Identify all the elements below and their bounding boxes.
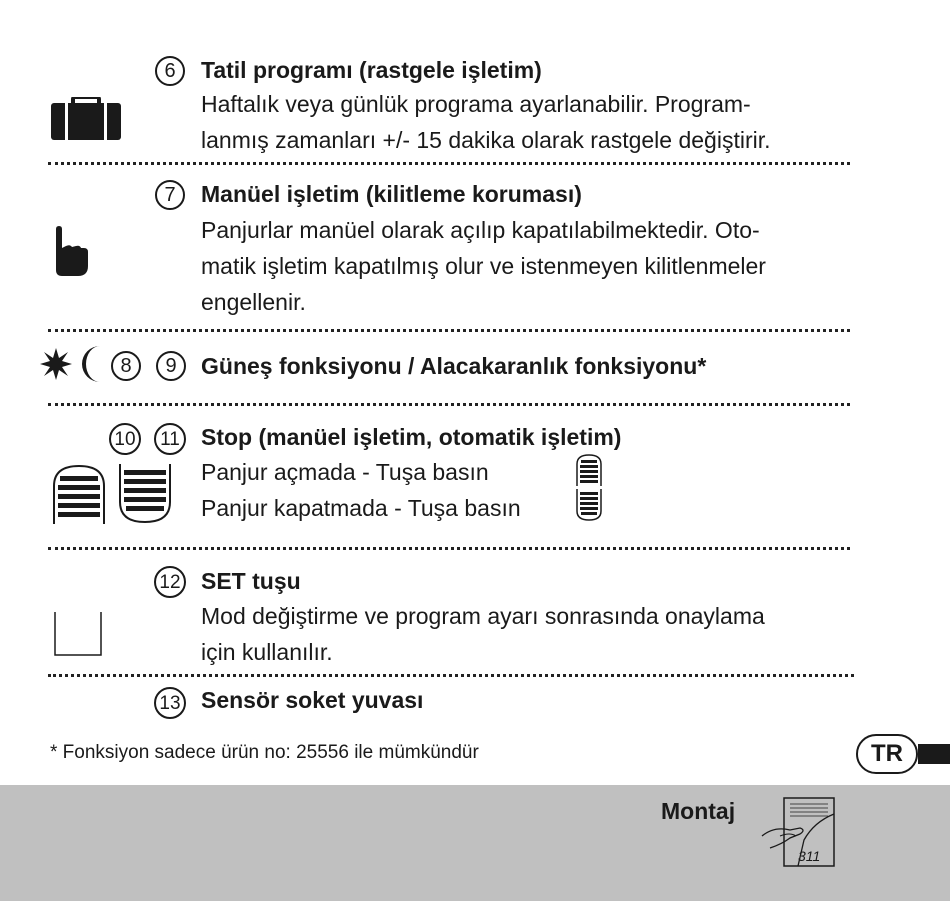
shutter-down-button-icon	[118, 464, 172, 524]
shutter-up-small-icon	[576, 454, 602, 486]
footnote: * Fonksiyon sadece ürün no: 25556 ile mümkündür	[50, 742, 479, 763]
text-line: Haftalık veya günlük programa ayarlanabilir. Program-	[201, 91, 751, 117]
section-title-set: SET tuşu	[201, 568, 301, 594]
text-line: matik işletim kapatılmış olur ve istenmeyen kilitlenmeler	[201, 253, 766, 279]
section-text-vacation	[201, 86, 771, 158]
set-button-icon	[54, 612, 102, 656]
text-line: Panjur açmada - Tuşa basın	[201, 459, 489, 485]
number-badge-7: 7	[155, 180, 185, 210]
text-line: Panjurlar manüel olarak açılıp kapatılabilmektedir. Oto-	[201, 217, 760, 243]
divider	[48, 162, 850, 165]
number-badge-13: 13	[154, 687, 186, 719]
language-badge: TR	[856, 734, 918, 774]
text-line: Mod değiştirme ve program ayarı sonrasında onaylama	[201, 603, 765, 629]
section-text-set	[201, 598, 765, 670]
number-badge-10: 10	[109, 423, 141, 455]
divider	[48, 674, 854, 677]
section-title-manual: Manüel işletim (kilitleme koruması)	[201, 181, 582, 207]
text-line: lanmış zamanları +/- 15 dakika olarak rastgele değiştirir.	[201, 127, 771, 153]
shutter-up-button-icon	[52, 464, 106, 524]
hand-pointer-icon	[52, 226, 92, 278]
section-title-stop: Stop (manüel işletim, otomatik işletim)	[201, 424, 622, 450]
text-line: Panjur kapatmada - Tuşa basın	[201, 495, 521, 521]
number-badge-6: 6	[155, 56, 185, 86]
divider	[48, 329, 850, 332]
number-badge-9: 9	[156, 351, 186, 381]
divider	[48, 547, 850, 550]
section-title-sensor-socket: Sensör soket yuvası	[201, 687, 424, 713]
section-title-sun-dusk: Güneş fonksiyonu / Alacakaranlık fonksiyonu*	[201, 353, 707, 379]
section-text-manual	[201, 212, 766, 320]
text-line: için kullanılır.	[201, 639, 333, 665]
number-badge-11: 11	[154, 423, 186, 455]
language-tab-marker	[918, 744, 950, 764]
text-line: engellenir.	[201, 289, 306, 315]
number-badge-8: 8	[111, 351, 141, 381]
section-text-stop	[201, 454, 521, 526]
suitcase-icon	[51, 97, 121, 142]
moon-icon	[78, 346, 106, 382]
sun-icon	[40, 348, 72, 380]
shutter-down-small-icon	[576, 489, 602, 521]
divider	[48, 403, 850, 406]
number-badge-12: 12	[154, 566, 186, 598]
page-number: 311	[798, 848, 821, 864]
footer-section-label: Montaj	[661, 798, 736, 824]
section-title-vacation: Tatil programı (rastgele işletim)	[201, 57, 542, 83]
